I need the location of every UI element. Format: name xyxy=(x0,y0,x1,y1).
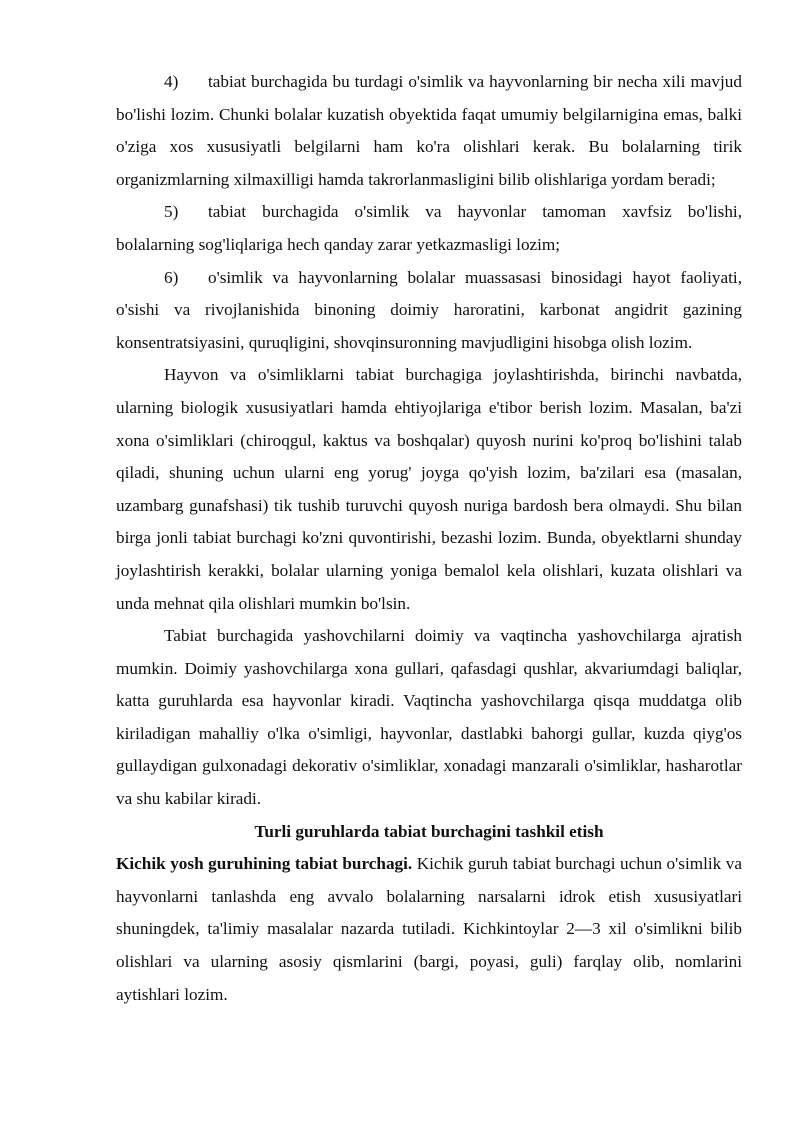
paragraph-kichik xyxy=(116,848,742,1011)
list-number: 5) xyxy=(164,202,179,222)
list-item-4 xyxy=(116,66,742,196)
list-number: 4) xyxy=(164,72,179,91)
paragraph-lead-bold: Kichik yosh guruhining tabiat burchagi. xyxy=(116,854,413,874)
paragraph-hayvon: Hayvon va o'simliklarni tabiat burchagiga joylashtirishda, birinchi navbatda, ularning biologik xususiyatlari hamda ehtiyojlariga e'tibor berish lozim. Masalan, ba'zi xona o'simliklari (chiroqgul, kaktus va boshqalar) quyosh nurini ko'proq bo'lishini talab qiladi, shuning uchun ularni eng yorug' joyga qo'yish lozim, ba'zilari esa (masalan, uzambarg gunafshasi) tik tushib turuvchi quyosh nuriga bardosh bera olmaydi. Shu bilan birga jonli tabiat burchagi ko'zni quvontirishi, bezashi lozim. Bunda, obyektlarni shunday joylashtirish kerakki, bolalar ularning yoniga bemalol kela olishlari, kuzata olishlari va unda mehnat qila olishlari mumkin bo'lsin. xyxy=(116,365,742,613)
paragraph-kichik-text: Kichik guruh tabiat burchagi uchun o'simlik va hayvonlarni tanlashda eng avvalo bolalarning narsalarni idrok etish xususiyatlari shuningdek, ta'limiy masalalar nazarda tutiladi. Kichkintoylar 2—3 xil o'simlikni bilib olishlari va ularning asosiy qismlarini (bargi, poyasi, guli) farqlay olib, nomlarini aytishlari lozim. xyxy=(116,854,742,1004)
list-number: 6) xyxy=(164,267,179,287)
list-item-text: tabiat burchagida o'simlik va hayvonlar tamoman xavfsiz bo'lishi, bolalarning sog'liqlariga hech qanday zarar yetkazmasligi lozim; xyxy=(116,202,742,254)
section-heading: Turli guruhlarda tabiat burchagini tashkil etish xyxy=(254,821,604,841)
list-item-6 xyxy=(116,262,742,360)
list-item-text: o'simlik va hayvonlarning bolalar muassasasi binosidagi hayot faoliyati, o'sishi va rivojlanishida binoning doimiy haroratini, karbonat angidrit gazining konsentratsiyasini, quruqligini, shovqinsuronning mavjudligini hisobga olish lozim. xyxy=(116,267,742,352)
list-item-5 xyxy=(116,196,742,261)
paragraph-tabiat: Tabiat burchagida yashovchilarni doimiy va vaqtincha yashovchilarga ajratish mumkin. Doimiy yashovchilarga xona gullari, qafasdagi qushlar, akvariumdagi baliqlar, katta guruhlarda esa hayvonlar kiradi. Vaqtincha yashovchilarga qisqa muddatga olib kiriladigan mahalliy o'lka o'simligi, hayvonlar, dastlabki bahorgi gullar, kuzda qiyg'os gullaydigan gulxonadagi dekorativ o'simliklar, xonadagi manzarali o'simliklar, hasharotlar va shu kabilar kiradi. xyxy=(116,626,742,809)
list-item-text: tabiat burchagida bu turdagi o'simlik va hayvonlarning bir necha xili mavjud bo'lishi lozim. Chunki bolalar kuzatish obyektida faqat umumiy belgilarnigina emas, balki o'ziga xos xususiyatli belgilarni ham ko'ra olishlari kerak. Bu bolalarning tirik organizmlarning xilmaxilligi hamda takrorlanmasligini bilib olishlariga yordam beradi; xyxy=(116,72,742,189)
